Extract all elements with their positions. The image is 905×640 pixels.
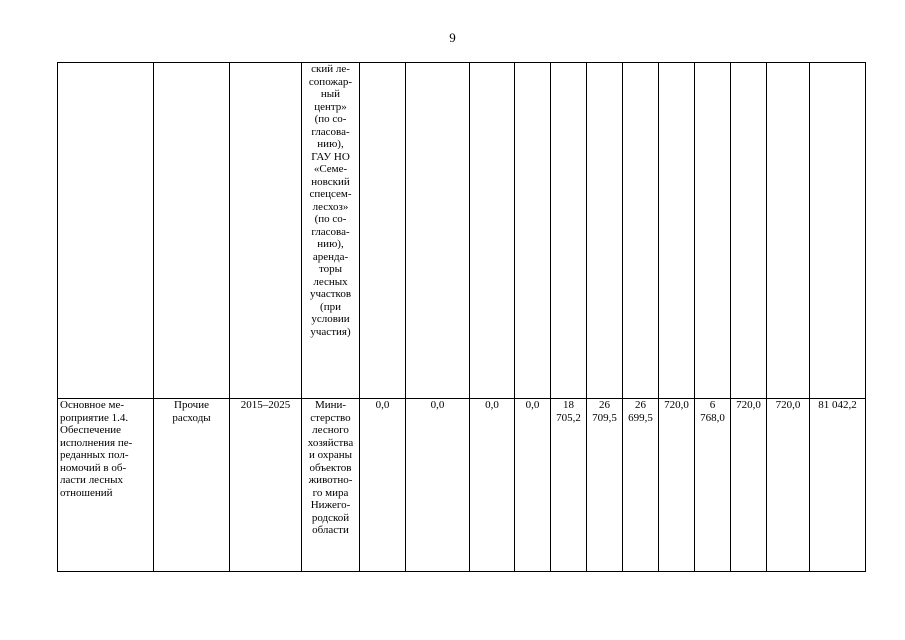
period-cell: 2015–2025 [230,399,302,572]
expense-type-cell: Прочие расходы [154,399,230,572]
value-cell [767,63,810,399]
table-row-continuation [58,63,866,399]
value-cell [406,63,470,399]
value-cell [360,63,406,399]
value-cell: 0,0 [406,399,470,572]
value-cell: 720,0 [731,399,767,572]
value-cell [551,63,587,399]
value-cell: 0,0 [360,399,406,572]
value-cell: 18 705,2 [551,399,587,572]
value-cell: 6 768,0 [695,399,731,572]
executor-cell: ский ле- сопожар- ный центр» (по со- гласова- нию), ГАУ НО «Семе- новский спецсем- лесхоз» (по со- гласова- нию), аренда- торы лесных участков (при условии участия) [302,63,360,399]
value-cell: 720,0 [767,399,810,572]
program-table [57,62,866,572]
value-cell [623,63,659,399]
activity-cell: Основное ме- роприятие 1.4. Обеспечение исполнения пе- реданных пол- номочий в об- ласти лесных отношений [58,399,154,572]
value-cell: 26 699,5 [623,399,659,572]
value-cell [587,63,623,399]
expense-type-cell [154,63,230,399]
activity-cell [58,63,154,399]
value-cell: 0,0 [515,399,551,572]
page-number: 9 [449,30,456,45]
total-cell [810,63,866,399]
value-cell [515,63,551,399]
value-cell: 26 709,5 [587,399,623,572]
value-cell [659,63,695,399]
value-cell [695,63,731,399]
total-cell: 81 042,2 [810,399,866,572]
value-cell: 720,0 [659,399,695,572]
period-cell [230,63,302,399]
value-cell [470,63,515,399]
executor-cell: Мини- стерство лесного хозяйства и охраны объектов животно- го мира Нижего- родской области [302,399,360,572]
value-cell: 0,0 [470,399,515,572]
value-cell [731,63,767,399]
table-row-main-activity [58,399,866,572]
